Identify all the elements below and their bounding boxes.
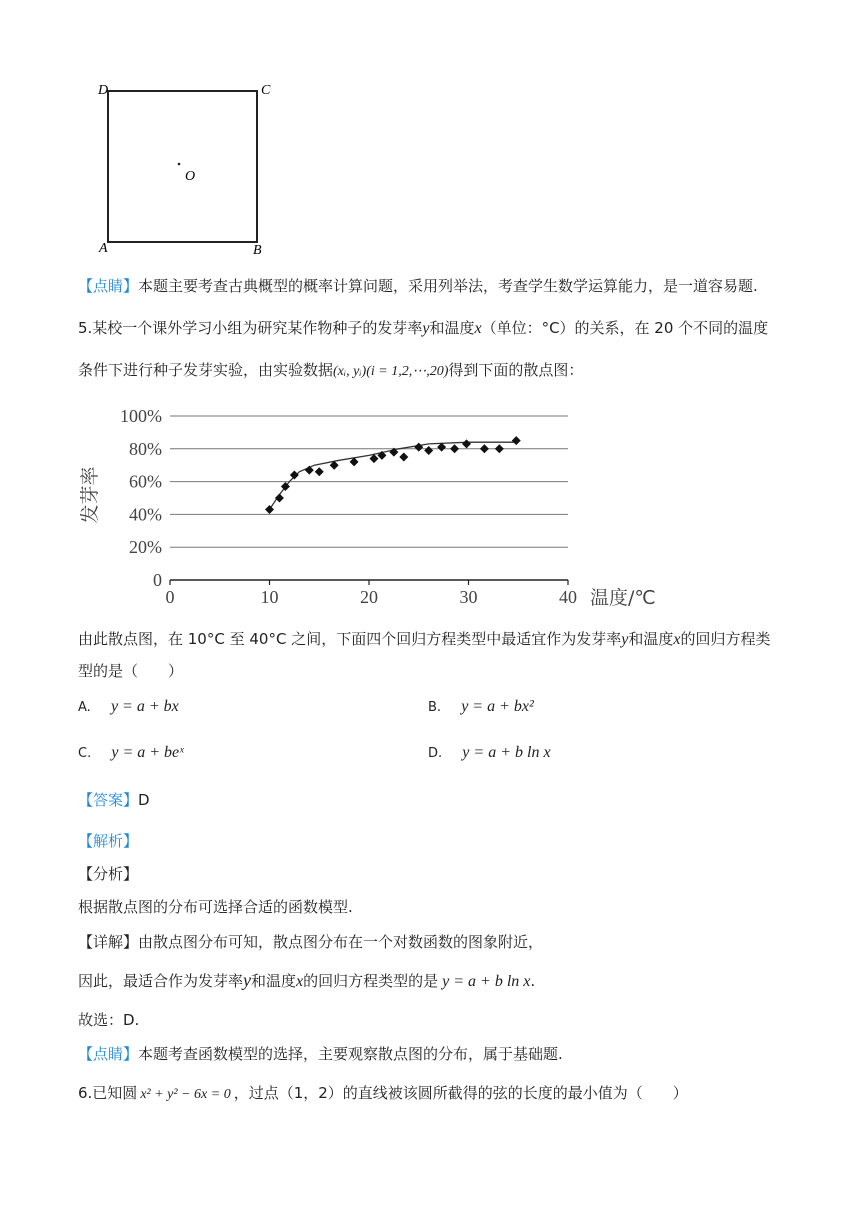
chart-y-tick-labels (120, 406, 162, 590)
analysis-tag: 【解析】 (78, 832, 139, 850)
option-a-label: A. (78, 700, 91, 715)
q4-comment-tag: 【点睛】 (78, 277, 139, 295)
answer (78, 788, 150, 812)
option-d-label: D. (428, 746, 443, 761)
q6-prefix: 6.已知圆 (78, 1084, 138, 1102)
detail-line-2-c: 的回归方程类型的是 (303, 972, 439, 990)
scatter-point (305, 466, 314, 475)
q5-line-3-var-y: y (621, 631, 629, 648)
scatter-point (315, 467, 324, 476)
y-tick-label: 20% (129, 537, 162, 558)
y-tick-label: 40% (129, 504, 162, 525)
q4-comment-text: 本题主要考查古典概型的概率计算问题，采用列举法，考查学生数学运算能力，是一道容易题. (138, 277, 758, 295)
scatter-point (399, 453, 408, 462)
square-figure (95, 78, 285, 258)
q5-data-expr: (xᵢ, yᵢ)(i = 1,2,⋯,20) (333, 364, 449, 379)
option-d (428, 744, 551, 762)
q4-comment (78, 274, 758, 298)
option-b-label: B. (428, 700, 442, 715)
center-dot (178, 163, 181, 166)
option-a-expr: y = a + bx (110, 698, 179, 715)
q5-line-3-b: 和温度 (628, 630, 674, 648)
x-tick-label: 20 (360, 587, 378, 607)
detail-end: . (530, 972, 536, 990)
detail-line-2-b: 和温度 (251, 972, 297, 990)
q5-line-1 (78, 316, 768, 341)
detail-tag: 【详解】 (78, 933, 139, 951)
scatter-chart (78, 400, 678, 615)
option-c-label: C. (78, 746, 92, 761)
scatter-point (265, 505, 274, 514)
detail-line-2-a: 因此，最适合作为发芽率 (78, 972, 244, 990)
q5-line-3-var-x: x (673, 631, 681, 648)
vertex-label-a: A (99, 241, 108, 256)
q5-line-1-a: 5.某校一个课外学习小组为研究某作物种子的发芽率 (78, 319, 423, 337)
q5-line-3 (78, 627, 770, 652)
scatter-point (512, 436, 521, 445)
x-tick-label: 40 (559, 587, 577, 607)
fenxi-text: 根据散点图的分布可选择合适的函数模型. (78, 898, 353, 916)
option-c (78, 744, 184, 762)
q5-line-3-c: 的回归方程类 (680, 630, 771, 648)
chart-xlabel: 温度/℃ (590, 587, 656, 609)
option-d-expr: y = a + b ln x (462, 744, 551, 761)
q5-comment-text: 本题考查函数模型的选择，主要观察散点图的分布，属于基础题. (138, 1045, 563, 1063)
q6-line (78, 1081, 688, 1107)
detail-line-1 (78, 930, 543, 954)
q5-comment (78, 1042, 563, 1066)
vertex-label-b: B (253, 243, 262, 258)
q5-var-y: y (422, 320, 430, 337)
y-tick-label: 80% (129, 438, 162, 459)
scatter-point (462, 439, 471, 448)
answer-tag: 【答案】 (78, 791, 139, 809)
q5-line-2-a: 条件下进行种子发芽实验，由实验数据 (78, 361, 334, 379)
chart-grid (170, 416, 568, 585)
chart-points (265, 436, 521, 514)
scatter-point (275, 494, 284, 503)
option-c-expr: y = a + beˣ (111, 744, 184, 761)
detail-text: 由散点图分布可知，散点图分布在一个对数函数的图象附近， (138, 933, 544, 951)
scatter-point (495, 444, 504, 453)
square-outline (108, 91, 257, 242)
q5-line-1-c: （单位：°C）的关系，在 20 个不同的温度 (481, 319, 769, 337)
y-tick-label: 60% (129, 471, 162, 492)
q6-expr: x² + y² − 6x = 0 (140, 1087, 231, 1102)
detail-expr: y = a + b ln x (442, 973, 531, 990)
scatter-point (414, 443, 423, 452)
q6-suffix: ，过点（1，2）的直线被该圆所截得的弦的长度的最小值为（ ） (233, 1084, 688, 1102)
y-tick-label: 100% (120, 406, 162, 426)
chart-ylabel: 发芽率 (79, 466, 101, 524)
q5-line-4: 型的是（ ） (78, 662, 184, 680)
answer-value: D (138, 791, 150, 809)
center-label-o: O (185, 169, 196, 184)
scatter-point (290, 471, 299, 480)
x-tick-label: 0 (165, 587, 175, 607)
x-tick-label: 10 (260, 587, 279, 607)
x-tick-label: 30 (459, 587, 478, 607)
q5-var-x: x (474, 320, 482, 337)
q5-line-3-a: 由此散点图，在 10°C 至 40°C 之间，下面四个回归方程类型中最适宜作为发芽率 (78, 630, 622, 648)
q5-line-2 (78, 358, 583, 384)
y-tick-label: 0 (153, 570, 162, 590)
vertex-label-d: D (98, 83, 109, 98)
fenxi-tag: 【分析】 (78, 865, 139, 883)
q5-line-1-b: 和温度 (429, 319, 475, 337)
option-b-expr: y = a + bx² (461, 698, 534, 715)
choose-line: 故选：D. (78, 1011, 140, 1029)
q5-comment-tag: 【点睛】 (78, 1045, 139, 1063)
option-a (78, 698, 179, 716)
vertex-label-c: C (261, 83, 271, 98)
scatter-point (480, 444, 489, 453)
chart-x-tick-labels (166, 587, 578, 607)
detail-var-x: x (296, 973, 304, 990)
detail-var-y: y (243, 970, 252, 990)
q5-line-2-b: 得到下面的散点图： (448, 361, 584, 379)
scatter-point (450, 444, 459, 453)
detail-line-2 (78, 968, 535, 994)
option-b (428, 698, 534, 716)
scatter-point (424, 446, 433, 455)
